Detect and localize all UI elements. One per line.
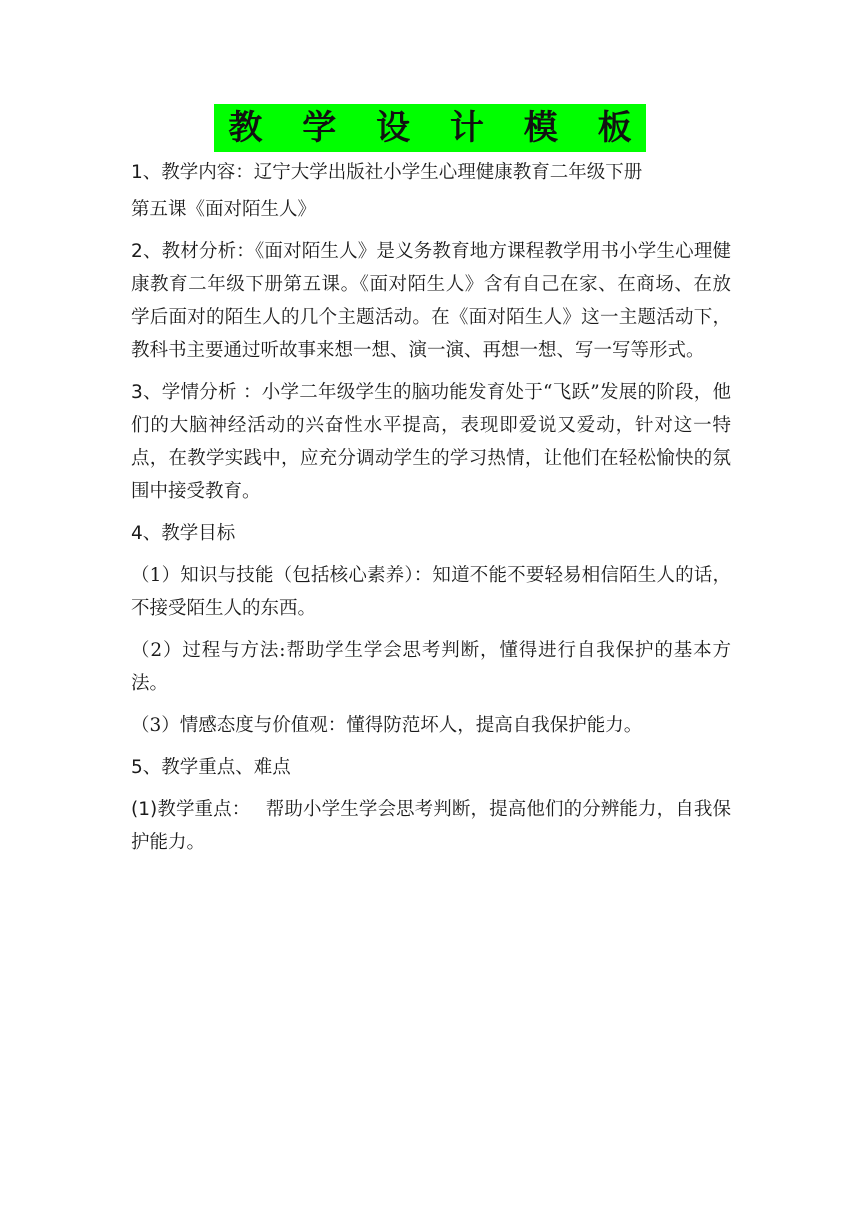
objective-1	[131, 559, 731, 625]
title-wrap	[0, 104, 860, 152]
section-1-content	[131, 156, 731, 189]
item-number: (1)	[131, 799, 158, 820]
objective-3	[131, 709, 731, 742]
section-text: 、教材分析：《面对陌生人》是义务教育地方课程教学用书小学生心理健康教育二年级下册第五课。《面对陌生人》含有自己在家、在商场、在放学后面对的陌生人的几个主题活动。在《面对陌生人》这一主题活动下，教科书主要通过听故事来想一想、演一演、再想一想、写一写等形式。	[131, 241, 731, 361]
section-number: 2	[131, 241, 143, 262]
section-number: 3	[131, 382, 143, 403]
objective-2	[131, 634, 731, 700]
key-point-text: 教学重点： 帮助小学生学会思考判断，提高他们的分辨能力，自我保护能力。	[131, 799, 731, 853]
section-text: 第五课《面对陌生人》	[131, 199, 317, 220]
section-number: 1	[131, 162, 143, 183]
section-3-student-analysis	[131, 376, 731, 508]
section-text: 、教学目标	[142, 523, 236, 544]
section-2-analysis	[131, 235, 731, 367]
section-number: 4	[131, 523, 143, 544]
objective-text: （3）情感态度与价值观：懂得防范坏人，提高自我保护能力。	[131, 715, 643, 736]
objective-text: （2）过程与方法:帮助学生学会思考判断，懂得进行自我保护的基本方法。	[131, 640, 731, 694]
section-1-continuation	[131, 193, 731, 226]
section-text: 、学情分析 ：小学二年级学生的脑功能发育处于“飞跃”发展的阶段，他们的大脑神经活动的兴奋性水平提高，表现即爱说又爱动，针对这一特点，在教学实践中，应充分调动学生的学习热情，让他们在轻松愉快的氛围中接受教育。	[131, 382, 731, 502]
key-point-1	[131, 793, 731, 859]
section-5-key-points	[131, 751, 731, 784]
section-text: 、教学内容：辽宁大学出版社小学生心理健康教育二年级下册	[142, 162, 643, 183]
section-text: 、教学重点、难点	[142, 757, 291, 778]
document-body	[131, 156, 731, 868]
objective-text: （1）知识与技能（包括核心素养）：知道不能不要轻易相信陌生人的话，不接受陌生人的东西。	[131, 565, 731, 619]
document-title: 教 学 设 计 模 板	[214, 104, 645, 152]
section-4-objectives	[131, 517, 731, 550]
section-number: 5	[131, 757, 143, 778]
